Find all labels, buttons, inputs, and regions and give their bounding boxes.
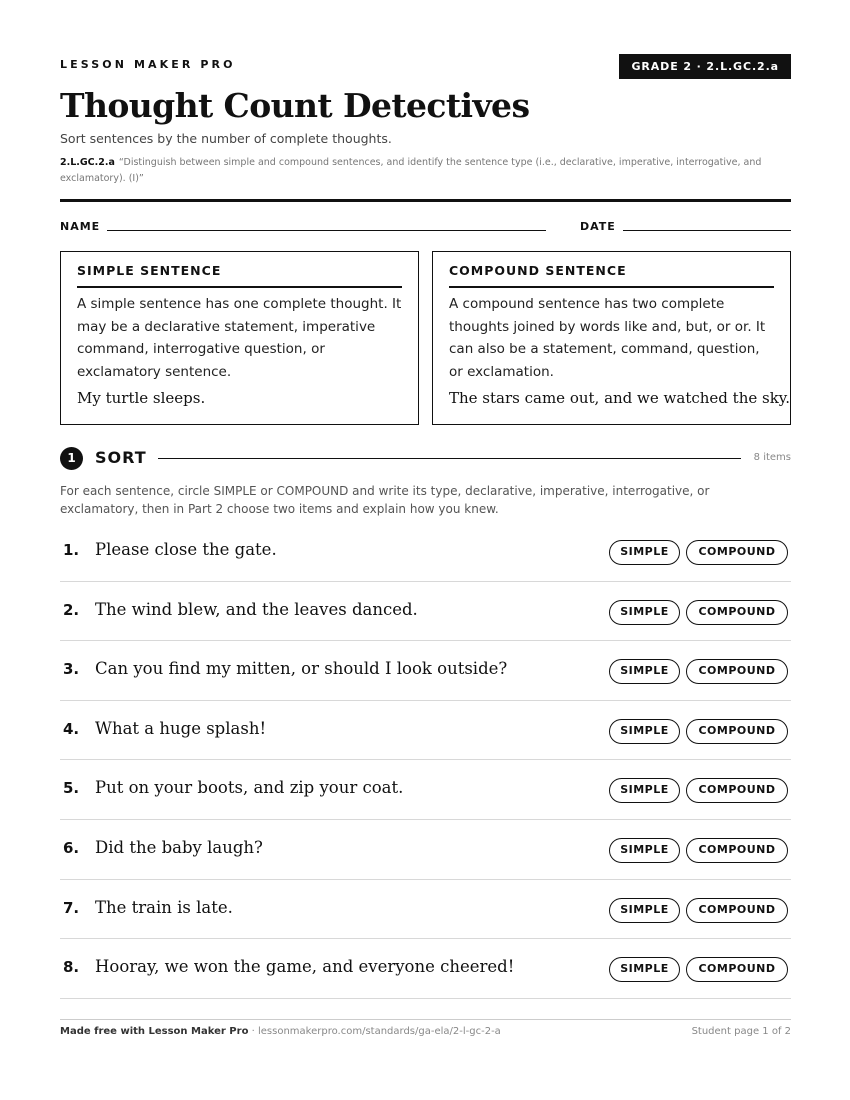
- section-divider: [158, 458, 741, 459]
- choice-group: [609, 659, 788, 684]
- page-title: Thought Count Detectives: [60, 86, 530, 125]
- item-number: 8.: [63, 958, 80, 977]
- compound-choice-button[interactable]: COMPOUND: [686, 600, 788, 625]
- item-number: 6.: [63, 838, 80, 857]
- footer-page-number: Student page 1 of 2: [691, 1026, 791, 1037]
- definition-heading: COMPOUND SENTENCE: [449, 263, 774, 288]
- item-number: 3.: [63, 660, 80, 679]
- item-sentence: Please close the gate.: [95, 540, 277, 559]
- item-sentence: What a huge splash!: [95, 718, 267, 738]
- footer-divider: [60, 1019, 791, 1020]
- compound-choice-button[interactable]: COMPOUND: [686, 838, 788, 863]
- choice-group: [609, 600, 788, 625]
- compound-choice-button[interactable]: COMPOUND: [686, 719, 788, 744]
- page-subtitle: Sort sentences by the number of complete thoughts.: [60, 131, 392, 146]
- simple-sentence-definition-box: [60, 251, 419, 425]
- choice-group: [609, 957, 788, 982]
- compound-choice-button[interactable]: COMPOUND: [686, 898, 788, 923]
- choice-group: [609, 778, 788, 803]
- definition-example: The stars came out, and we watched the sky.: [449, 389, 791, 407]
- list-item: [60, 641, 791, 701]
- footer-made-with: Made free with Lesson Maker Pro: [60, 1026, 249, 1037]
- simple-choice-button[interactable]: SIMPLE: [609, 957, 680, 982]
- header-divider: [60, 199, 791, 202]
- definition-text: A simple sentence has one complete thought. It may be a declarative statement, imperative command, interrogative question, or exclamatory sentence.: [77, 296, 402, 380]
- item-count: 8 items: [753, 452, 791, 463]
- simple-choice-button[interactable]: SIMPLE: [609, 898, 680, 923]
- item-sentence: Hooray, we won the game, and everyone cheered!: [95, 957, 515, 977]
- item-sentence: Did the baby laugh?: [95, 837, 263, 857]
- sentence-list: [60, 522, 791, 999]
- definition-heading: SIMPLE SENTENCE: [77, 263, 402, 288]
- standard-code: 2.L.GC.2.a: [60, 157, 115, 168]
- list-item: [60, 522, 791, 582]
- list-item: [60, 701, 791, 761]
- simple-choice-button[interactable]: SIMPLE: [609, 719, 680, 744]
- brand-name: LESSON MAKER PRO: [60, 58, 236, 71]
- simple-choice-button[interactable]: SIMPLE: [609, 778, 680, 803]
- compound-choice-button[interactable]: COMPOUND: [686, 778, 788, 803]
- date-write-line[interactable]: [623, 230, 791, 231]
- item-number: 7.: [63, 898, 80, 917]
- choice-group: [609, 838, 788, 863]
- simple-choice-button[interactable]: SIMPLE: [609, 600, 680, 625]
- item-sentence: The wind blew, and the leaves danced.: [95, 599, 418, 619]
- date-label: DATE: [580, 220, 616, 233]
- choice-group: [609, 540, 788, 565]
- section-instructions: For each sentence, circle SIMPLE or COMPOUND and write its type, declarative, imperative, interrogative, or exclamatory, then in Part 2 choose two items and explain how you knew.: [60, 484, 710, 516]
- definition-example: My turtle sleeps.: [77, 389, 206, 407]
- standard-text: “Distinguish between simple and compound sentences, and identify the sentence type (i.e., declarative, imperative, interrogative, and exclamatory). (I)”: [60, 157, 762, 184]
- compound-choice-button[interactable]: COMPOUND: [686, 957, 788, 982]
- list-item: [60, 939, 791, 999]
- item-sentence: Can you find my mitten, or should I look outside?: [95, 659, 508, 679]
- item-number: 5.: [63, 779, 80, 798]
- list-item: [60, 880, 791, 940]
- item-number: 2.: [63, 600, 80, 619]
- footer-separator: ·: [248, 1026, 258, 1037]
- definition-text: A compound sentence has two complete thoughts joined by words like and, but, or or. It can also be a statement, command, question, or exclamation.: [449, 296, 766, 380]
- compound-sentence-definition-box: [432, 251, 791, 425]
- choice-group: [609, 719, 788, 744]
- item-sentence: Put on your boots, and zip your coat.: [95, 778, 404, 798]
- standard-statement: [60, 155, 791, 187]
- choice-group: [609, 898, 788, 923]
- footer-credit: [60, 1026, 501, 1037]
- list-item: [60, 582, 791, 642]
- list-item: [60, 820, 791, 880]
- section-number-badge: 1: [60, 447, 83, 470]
- simple-choice-button[interactable]: SIMPLE: [609, 659, 680, 684]
- simple-choice-button[interactable]: SIMPLE: [609, 838, 680, 863]
- compound-choice-button[interactable]: COMPOUND: [686, 659, 788, 684]
- section-title: SORT: [95, 448, 147, 467]
- compound-choice-button[interactable]: COMPOUND: [686, 540, 788, 565]
- name-write-line[interactable]: [107, 230, 546, 231]
- worksheet-page: [60, 0, 791, 1100]
- item-sentence: The train is late.: [95, 897, 233, 917]
- simple-choice-button[interactable]: SIMPLE: [609, 540, 680, 565]
- name-label: NAME: [60, 220, 101, 233]
- list-item: [60, 760, 791, 820]
- footer-url[interactable]: lessonmakerpro.com/standards/ga-ela/2-l-gc-2-a: [257, 1026, 501, 1037]
- item-number: 1.: [63, 541, 80, 559]
- grade-badge: GRADE 2 · 2.L.GC.2.a: [619, 54, 791, 79]
- item-number: 4.: [63, 719, 80, 738]
